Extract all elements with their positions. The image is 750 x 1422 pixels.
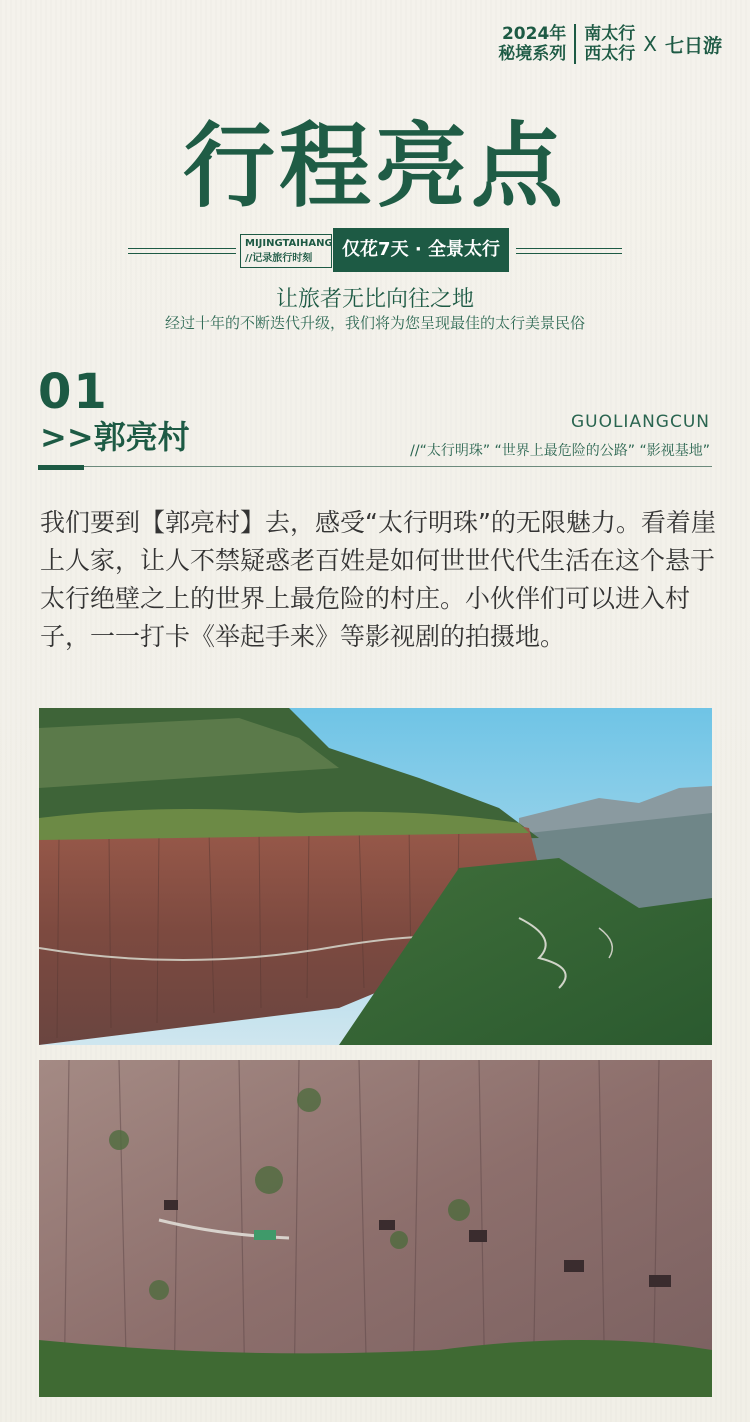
tagline-pill: 仅花7天 · 全景太行 <box>333 228 509 272</box>
cliff-road-illustration <box>39 1060 712 1397</box>
decor-line-right <box>516 248 622 254</box>
page-title: 行程亮点 <box>182 113 567 220</box>
brand-region-bottom: 西太行 <box>584 44 636 64</box>
section-tags: //“太行明珠” “世界上最危险的公路” “影视基地” <box>410 443 710 459</box>
brand-year: 2024年 <box>501 24 567 44</box>
brand-partner: 七日游 <box>664 34 722 57</box>
brand-cross: X <box>643 32 657 56</box>
subnote: 经过十年的不断迭代升级，我们将为您呈现最佳的太行美景民俗 <box>164 314 585 332</box>
photo-canyon-aerial <box>39 708 712 1045</box>
photo-cliff-road <box>39 1060 712 1397</box>
canyon-aerial-illustration <box>39 708 712 1045</box>
brand-year-series <box>498 24 566 64</box>
brand-region-top: 南太行 <box>584 24 636 44</box>
brand-header <box>498 24 722 64</box>
tagline-row <box>128 226 622 274</box>
brand-series: 秘境系列 <box>498 44 567 64</box>
section-divider <box>84 466 712 467</box>
section-title: >>郭亮村 <box>40 418 190 456</box>
subhead: 让旅者无比向往之地 <box>275 287 474 312</box>
bus-icon <box>254 1230 276 1240</box>
brand-regions <box>584 24 635 64</box>
brand-divider <box>574 24 576 64</box>
mini-label <box>240 234 332 268</box>
section-body: 我们要到【郭亮村】去，感受“太行明珠”的无限魅力。看着崖上人家，让人不禁疑惑老百姓是如何世世代代生活在这个悬于太行绝壁之上的世界上最危险的村庄。小伙伴们可以进入村子，一一打卡《举起手来》等影视剧的拍摄地。 <box>40 508 716 651</box>
section-english-title: GUOLIANGCUN <box>570 412 710 432</box>
mini-label-en: MIJINGTAIHANG <box>245 238 333 249</box>
section-accent-bar <box>38 465 84 470</box>
mini-label-cn: //记录旅行时刻 <box>245 253 313 264</box>
section-number: 01 <box>38 372 109 410</box>
decor-line-left <box>128 248 236 254</box>
